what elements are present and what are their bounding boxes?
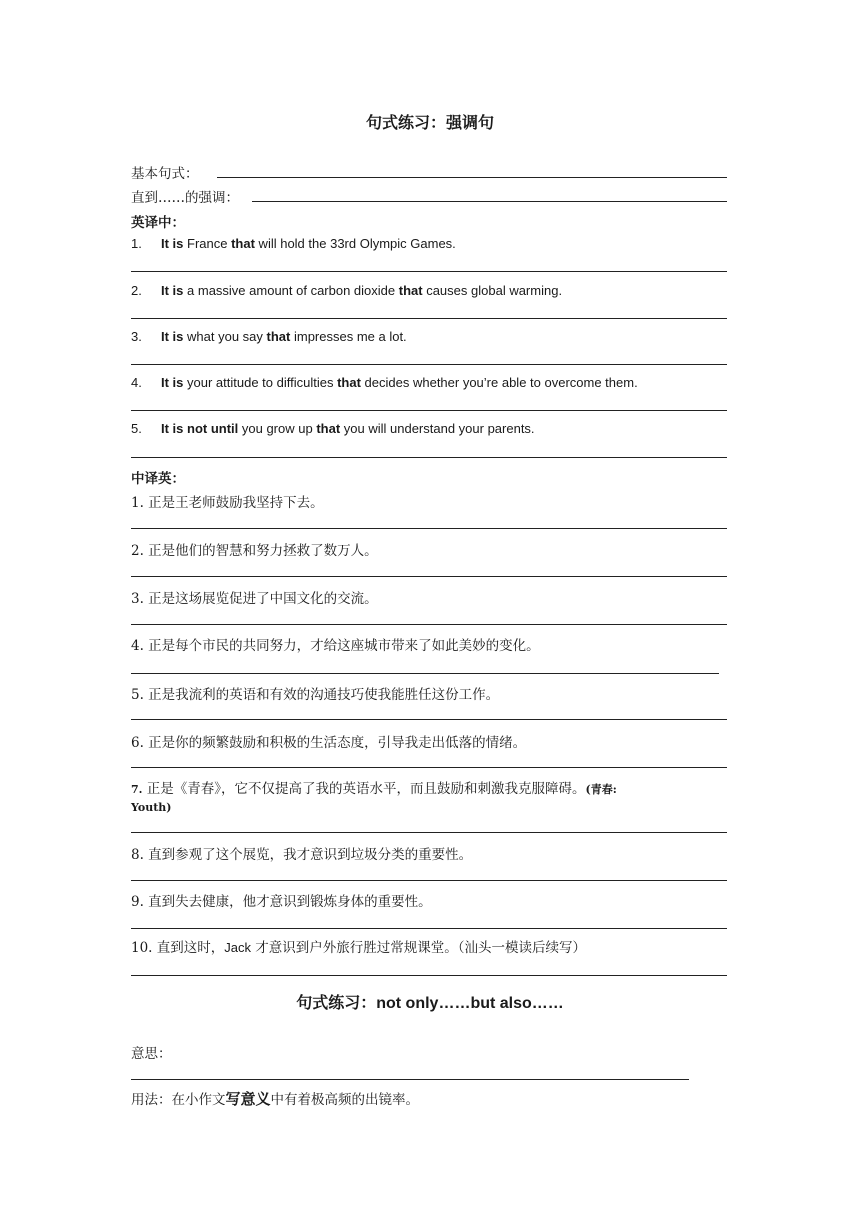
c2e-item-7: 7. 正是《青春》，它不仅提高了我的英语水平，而且鼓励和刺激我克服障碍。(青春:	[131, 781, 617, 797]
usage-text: 用法：在小作文写意义中有着极高频的出镜率。	[131, 1090, 420, 1108]
c2e-item-9: 9. 直到失去健康，他才意识到锻炼身体的重要性。	[131, 894, 432, 910]
c2e-heading: 中译英：	[131, 471, 185, 487]
answer-line[interactable]	[217, 177, 727, 178]
meaning-label: 意思：	[131, 1046, 172, 1062]
answer-line[interactable]	[252, 201, 727, 202]
answer-line[interactable]	[131, 832, 727, 833]
answer-line[interactable]	[131, 528, 727, 529]
e2c-item-5: 5. It is not until you grow up that you will understand your parents.	[131, 421, 535, 436]
answer-line[interactable]	[131, 673, 719, 674]
answer-line[interactable]	[131, 624, 727, 625]
c2e-item-6: 6. 正是你的频繁鼓励和积极的生活态度，引导我走出低落的情绪。	[131, 735, 527, 751]
e2c-item-3: 3. It is what you say that impresses me a lot.	[131, 329, 407, 344]
e2c-heading: 英译中：	[131, 215, 185, 231]
c2e-item-10: 10. 直到这时，Jack 才意识到户外旅行胜过常规课堂。（汕头一模读后续写）	[131, 940, 587, 956]
answer-line[interactable]	[131, 364, 727, 365]
answer-line[interactable]	[131, 410, 727, 411]
c2e-item-4: 4. 正是每个市民的共同努力，才给这座城市带来了如此美妙的变化。	[131, 638, 540, 654]
until-pattern-label: 直到……的强调：	[131, 190, 239, 206]
c2e-item-8: 8. 直到参观了这个展览，我才意识到垃圾分类的重要性。	[131, 847, 473, 863]
answer-line[interactable]	[131, 767, 727, 768]
c2e-item-3: 3. 正是这场展览促进了中国文化的交流。	[131, 591, 378, 607]
answer-line[interactable]	[131, 318, 727, 319]
e2c-item-4: 4. It is your attitude to difficulties that decides whether you’re able to overcome them.	[131, 375, 638, 390]
answer-line[interactable]	[131, 271, 727, 272]
section-title-not-only: 句式练习：not only……but also……	[296, 993, 564, 1012]
answer-line[interactable]	[131, 457, 727, 458]
c2e-item-5: 5. 正是我流利的英语和有效的沟通技巧使我能胜任这份工作。	[131, 687, 500, 703]
answer-line[interactable]	[131, 880, 727, 881]
answer-line[interactable]	[131, 719, 727, 720]
basic-pattern-label: 基本句式：	[131, 166, 199, 182]
c2e-item-7-note: Youth)	[131, 801, 172, 814]
e2c-item-2: 2. It is a massive amount of carbon dioxide that causes global warming.	[131, 283, 563, 298]
page-title: 句式练习：强调句	[365, 113, 494, 132]
answer-line[interactable]	[131, 1079, 689, 1080]
c2e-item-2: 2. 正是他们的智慧和努力拯救了数万人。	[131, 543, 378, 559]
answer-line[interactable]	[131, 928, 727, 929]
c2e-item-1: 1. 正是王老师鼓励我坚持下去。	[131, 495, 324, 511]
answer-line[interactable]	[131, 975, 727, 976]
answer-line[interactable]	[131, 576, 727, 577]
e2c-item-1: 1. It is France that will hold the 33rd Olympic Games.	[131, 236, 456, 251]
